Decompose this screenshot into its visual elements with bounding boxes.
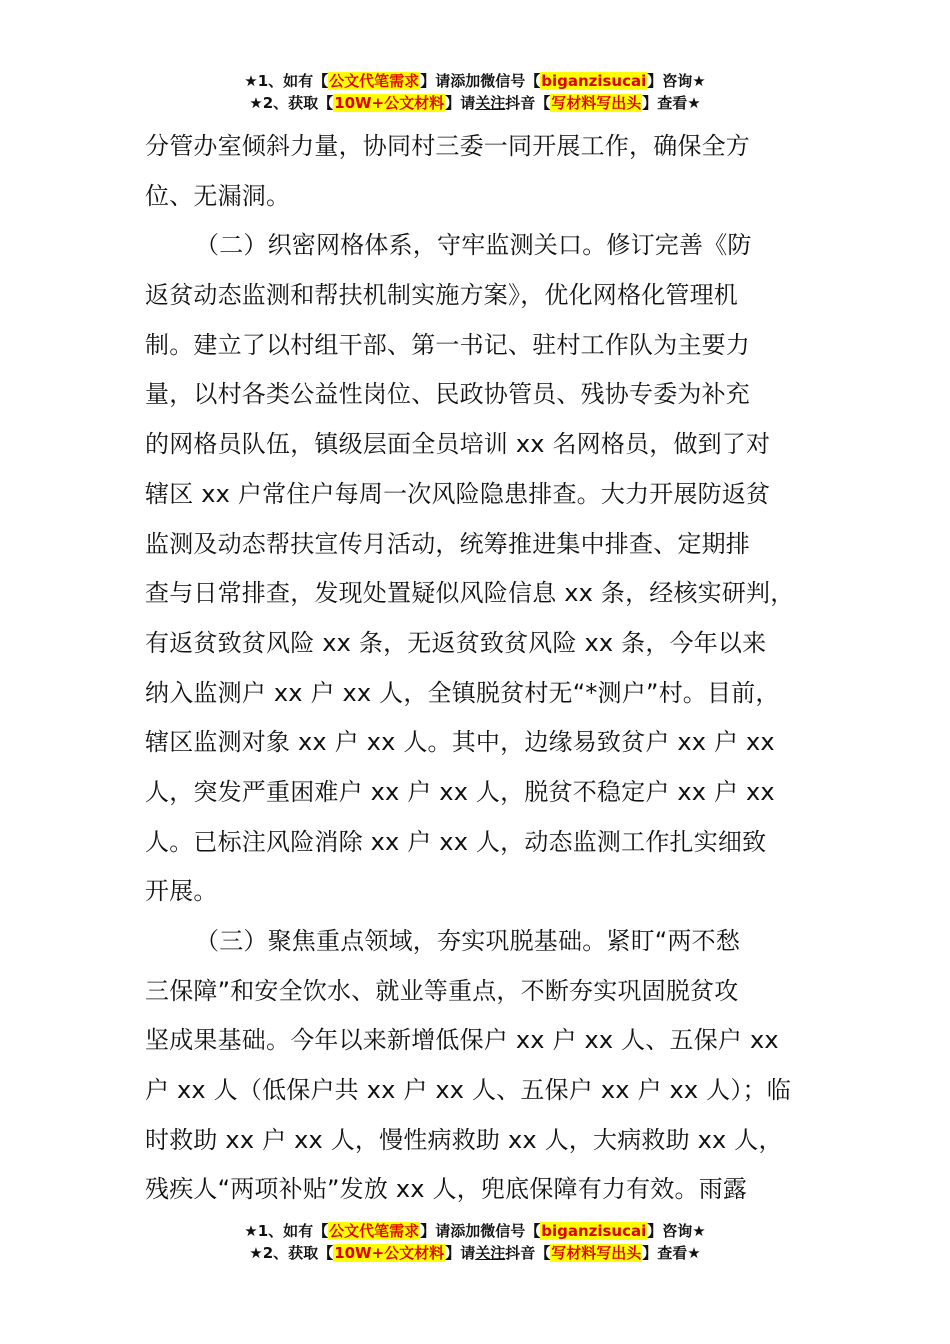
highlight-text: 10W+公文材料 [334,1244,445,1262]
banner-text: 】请添加微信号【 [420,72,541,90]
banner-text: 】咨询★ [647,72,706,90]
banner-line-1 [0,70,950,92]
banner-text: 】请 [445,94,476,112]
banner-text: ★2、获取【 [249,94,334,112]
highlight-text: 写材料写出头 [551,1244,642,1262]
banner-text: 】查看★ [642,1244,701,1262]
text-line: 残疾人“两项补贴”发放 xx 人，兜底保障有力有效。雨露 [145,1175,748,1204]
section-heading-line: （三）聚焦重点领域，夯实巩脱基础。紧盯“两不愁 [195,927,741,955]
text-line: 开展。 [145,877,218,906]
underlined-text: 关注 [475,1244,506,1262]
text-line: 分管办室倾斜力量，协同村三委一同开展工作，确保全方 [145,132,750,160]
text-line: 人。已标注风险消除 xx 户 xx 人，动态监测工作扎实细致 [145,827,767,856]
banner-text: 抖音【 [505,94,551,112]
text-line: 辖区监测对象 xx 户 xx 人。其中，边缘易致贫户 xx 户 xx [145,728,775,757]
text-line: 制。建立了以村组干部、第一书记、驻村工作队为主要力 [145,330,750,359]
banner-line-2 [0,1242,950,1264]
document-body [145,122,825,1215]
banner-text: 】请添加微信号【 [420,1222,541,1240]
text-line: 户 xx 人（低保户共 xx 户 xx 人、五保户 xx 户 xx 人）；临 [145,1076,791,1105]
text-line: 查与日常排查，发现处置疑似风险信息 xx 条，经核实研判， [145,579,795,608]
wechat-id-highlight: biganzisucai [541,72,647,90]
text-line: 有返贫致贫风险 xx 条，无返贫致贫风险 xx 条，今年以来 [145,628,767,657]
highlight-text: 公文代笔需求 [329,1222,420,1240]
highlight-text: 10W+公文材料 [334,94,445,112]
header-banner [0,70,950,114]
text-line: 时救助 xx 户 xx 人，慢性病救助 xx 人，大病救助 xx 人， [145,1125,783,1154]
text-line: 返贫动态监测和帮扶机制实施方案》，优化网格化管理机 [145,281,738,310]
banner-line-1 [0,1220,950,1242]
banner-text: 】请 [445,1244,476,1262]
text-line: 人，突发严重困难户 xx 户 xx 人，脱贫不稳定户 xx 户 xx [145,777,775,806]
highlight-text: 写材料写出头 [551,94,642,112]
banner-line-2 [0,92,950,114]
text-line: 坚成果基础。今年以来新增低保户 xx 户 xx 人、五保户 xx [145,1026,779,1055]
text-line: 三保障”和安全饮水、就业等重点，不断夯实巩固脱贫攻 [145,976,739,1005]
banner-text: ★1、如有【 [244,1222,329,1240]
text-line: 纳入监测户 xx 户 xx 人，全镇脱贫村无“*测户”村。目前， [145,678,780,707]
banner-text: ★1、如有【 [244,72,329,90]
section-heading-line: （二）织密网格体系，守牢监测关口。修订完善《防 [195,231,752,260]
underlined-text: 关注 [475,94,506,112]
banner-text: 】咨询★ [647,1222,706,1240]
highlight-text: 公文代笔需求 [329,72,420,90]
banner-text: 】查看★ [642,94,701,112]
text-line: 位、无漏洞。 [145,181,291,210]
wechat-id-highlight: biganzisucai [541,1222,647,1240]
banner-text: 抖音【 [505,1244,551,1262]
banner-text: ★2、获取【 [249,1244,334,1262]
footer-banner [0,1220,950,1264]
text-line: 的网格员队伍，镇级层面全员培训 xx 名网格员，做到了对 [145,430,771,459]
text-line: 监测及动态帮扶宣传月活动，统筹推进集中排查、定期排 [145,529,750,558]
text-line: 辖区 xx 户常住户每周一次风险隐患排查。大力开展防返贫 [145,479,771,508]
text-line: 量，以村各类公益性岗位、民政协管员、残协专委为补充 [145,380,750,409]
